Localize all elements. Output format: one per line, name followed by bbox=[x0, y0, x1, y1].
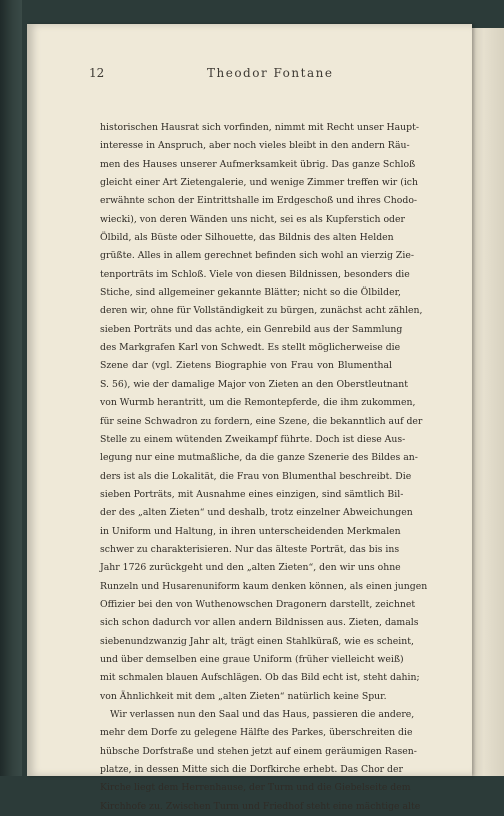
adjacent-page-edge bbox=[470, 28, 504, 776]
text-line: Kirche liegt dem Herrenhause, der Turm und die Giebelseite dem bbox=[100, 782, 411, 794]
text-line: tenporträts im Schloß. Viele von diesen Bildnissen, besonders die bbox=[100, 268, 410, 280]
text-line: Runzeln und Husarenuniform kaum denken können, als einen jungen bbox=[100, 580, 428, 592]
text-line: der des „alten Zieten“ und deshalb, trotz einzelner Abweichungen bbox=[100, 507, 413, 519]
text-line: Stiche, sind allgemeiner gekannte Blätter; nicht so die Ölbilder, bbox=[100, 287, 401, 299]
text-line: sieben Porträts, mit Ausnahme eines einzigen, sind sämtlich Bil- bbox=[100, 488, 404, 500]
text-line: von Wurmb herantritt, um die Remontepferde, die ihm zukommen, bbox=[100, 397, 416, 409]
text-line: sich schon dadurch vor allen andern Bildnissen aus. Zieten, damals bbox=[100, 617, 419, 629]
text-line: legung nur eine mutmaßliche, da die ganze Szenerie des Bildes an- bbox=[100, 452, 418, 464]
page-number: 12 bbox=[89, 66, 105, 80]
text-line: interesse in Anspruch, aber noch vieles bleibt in den andern Räu- bbox=[100, 140, 410, 152]
body-text bbox=[100, 119, 428, 816]
text-line: Ölbild, als Büste oder Silhouette, das Bildnis des alten Helden bbox=[100, 232, 394, 244]
text-line: platze, in dessen Mitte sich die Dorfkirche erhebt. Das Chor der bbox=[100, 764, 403, 776]
text-line: gleicht einer Art Zietengalerie, und wenige Zimmer treffen wir (ich bbox=[100, 177, 418, 189]
text-line: men des Hauses unserer Aufmerksamkeit übrig. Das ganze Schloß bbox=[100, 158, 416, 170]
text-line: S. 56), wie der damalige Major von Zieten an den Oberstleutnant bbox=[100, 378, 408, 390]
text-line: wiecki), von deren Wänden uns nicht, sei es als Kupferstich oder bbox=[100, 213, 405, 225]
text-line: mit schmalen blauen Aufschlägen. Ob das Bild echt ist, steht dahin; bbox=[100, 672, 420, 684]
text-line: Stelle zu einem wütenden Zweikampf führte. Doch ist diese Aus- bbox=[100, 433, 406, 445]
page-header bbox=[89, 66, 464, 84]
text-line: mehr dem Dorfe zu gelegene Hälfte des Parkes, überschreiten die bbox=[100, 727, 413, 739]
text-line: hübsche Dorfstraße und stehen jetzt auf einem geräumigen Rasen- bbox=[100, 745, 417, 757]
text-line: siebenundzwanzig Jahr alt, trägt einen Stahlküraß, wie es scheint, bbox=[100, 635, 414, 647]
text-line: Szene dar (vgl. Zietens Biographie von Frau von Blumenthal bbox=[100, 360, 392, 372]
text-line: erwähnte schon der Eintrittshalle im Erdgeschoß und ihres Chodo- bbox=[100, 195, 418, 207]
text-line: schwer zu charakterisieren. Nur das älteste Porträt, das bis ins bbox=[100, 543, 400, 555]
running-head: Theodor Fontane bbox=[207, 66, 334, 80]
text-line: Jahr 1726 zurückgeht und den „alten Zieten“, den wir uns ohne bbox=[100, 562, 401, 574]
text-line: in Uniform und Haltung, in ihren unterscheidenden Merkmalen bbox=[100, 525, 401, 537]
text-line: des Markgrafen Karl von Schwedt. Es stellt möglicherweise die bbox=[100, 342, 401, 354]
text-line: und über demselben eine graue Uniform (früher vielleicht weiß) bbox=[100, 653, 404, 665]
text-line: deren wir, ohne für Vollständigkeit zu bürgen, zunächst acht zählen, bbox=[100, 305, 423, 317]
text-line: historischen Hausrat sich vorfinden, nimmt mit Recht unser Haupt- bbox=[100, 122, 419, 133]
text-line: sieben Porträts und das achte, ein Genrebild aus der Sammlung bbox=[100, 323, 403, 335]
text-line: grüßte. Alles in allem gerechnet befinden sich wohl an vierzig Zie- bbox=[100, 250, 414, 262]
text-line: ders ist als die Lokalität, die Frau von Blumenthal beschreibt. Die bbox=[100, 470, 412, 482]
book-spine-shadow bbox=[0, 0, 22, 776]
text-line: Offizier bei den von Wuthenowschen Dragonern darstellt, zeichnet bbox=[100, 598, 416, 610]
text-line: Wir verlassen nun den Saal und das Haus, passieren die andere, bbox=[110, 709, 415, 720]
text-line: Kirchhofe zu. Zwischen Turm und Friedhof steht eine mächtige alte bbox=[100, 800, 421, 812]
text-line: für seine Schwadron zu fordern, eine Szene, die bekanntlich auf der bbox=[100, 415, 423, 427]
text-line: von Ähnlichkeit mit dem „alten Zieten“ natürlich keine Spur. bbox=[100, 690, 387, 702]
